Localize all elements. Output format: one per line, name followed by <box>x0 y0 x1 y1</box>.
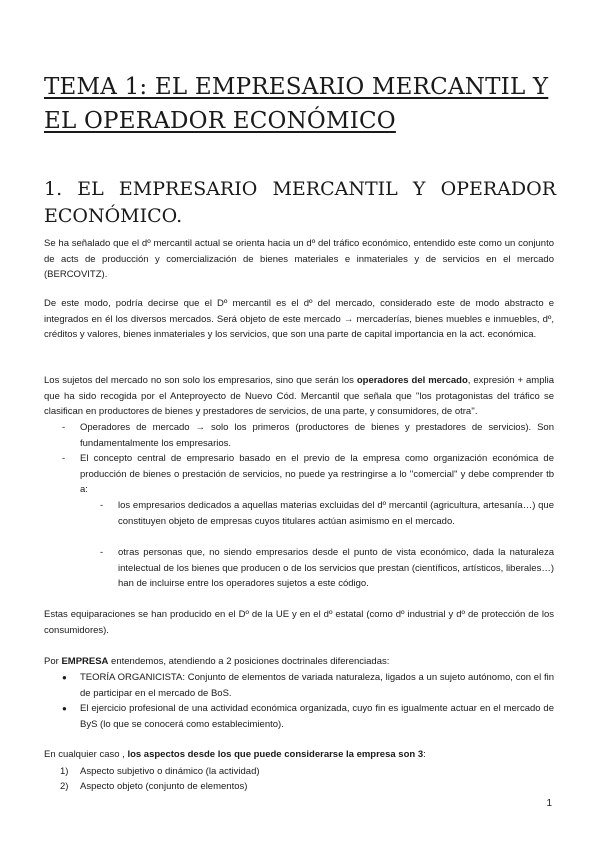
document-title: TEMA 1: EL EMPRESARIO MERCANTIL Y EL OPERADOR ECONÓMICO <box>44 74 549 134</box>
paragraph-text: , expresión + amplia que ha sido recogida por el Anteproyecto de Nuevo Cód. Mercantil que señala que ''los protagonistas del tráfico se clasifican en productores de bienes y prestadores de servicios, de una parte, y consumidores, de otra''. <box>44 375 554 418</box>
list-number: 1) <box>60 766 69 777</box>
list-item: El ejercicio profesional de una actividad económica organizada, cuyo fin es igualmente actuar en el mercado de ByS (lo que se conocerá como establecimiento). <box>80 703 554 730</box>
sub-dash-marker: - <box>100 500 104 511</box>
paragraph-text: En cualquier caso , <box>44 749 128 760</box>
numbered-item: Aspecto objeto (conjunto de elementos) <box>80 781 248 792</box>
paragraph-text: Por <box>44 656 62 667</box>
paragraph <box>44 654 554 670</box>
paragraph-text: : <box>423 749 426 760</box>
paragraph-text: Los sujetos del mercado no son solo los empresarios, sino que serán los <box>44 375 357 386</box>
list-item: El concepto central de empresario basado en el previo de la empresa como organización económica de producción de bienes o prestación de servicios, no puede ya restringirse a lo ''comercial'' y debe comprender tb a: <box>80 453 554 496</box>
list-item: TEORÍA ORGANICISTA: Conjunto de elementos de variada naturaleza, ligados a un sujeto autónomo, con el fin de participar en el mercado de BoS. <box>80 672 554 699</box>
paragraph: De este modo, podría decirse que el Dº mercantil es el dº del mercado, considerado este de modo abstracto e integrados en él los diversos mercados. Será objeto de este mercado → mercaderías, bienes muebles e inmuebles, dº, créditos y valores, bienes inmateriales y los servicios, que son una parte de capital importancia en la act. económica. <box>44 298 554 341</box>
paragraph-bold: los aspectos desde los que puede considerarse la empresa son 3 <box>127 749 424 760</box>
dash-marker: - <box>62 422 66 433</box>
sub-list-item: otras personas que, no siendo empresarios desde el punto de vista económico, dada la naturaleza intelectual de los bienes que producen o de los servicios que prestan (científicos, artísticos, liberales…) han de incluirse entre los operadores sujetos a este código. <box>118 547 554 590</box>
bullet-icon: ● <box>62 673 67 682</box>
paragraph: Se ha señalado que el dº mercantil actual se orienta hacia un dº del tráfico económico, entendido este como un conjunto de acts de producción y comercialización de bienes materiales e inmateriales y de servicios en el mercado (BERCOVITZ). <box>44 238 554 281</box>
sub-list-item: los empresarios dedicados a aquellas materias excluidas del dº mercantil (agricultura, artesanía…) que constituyen objeto de empresas cuyos titulares actúan asimismo en el mercado. <box>118 500 554 527</box>
dash-marker: - <box>62 453 66 464</box>
paragraph-bold: operadores del mercado <box>356 375 468 386</box>
paragraph-bold: EMPRESA <box>61 656 109 667</box>
sub-dash-marker: - <box>100 547 104 558</box>
list-item: Operadores de mercado → solo los primeros (productores de bienes y prestadores de servicios). Son fundamentalmente los empresarios. <box>80 422 554 449</box>
paragraph: Estas equiparaciones se han producido en el Dº de la UE y en el dº estatal (como dº industrial y dº de protección de los consumidores). <box>44 609 554 636</box>
page-number: 1 <box>546 798 552 809</box>
paragraph <box>44 373 554 420</box>
bullet-icon: ● <box>62 704 67 713</box>
section-heading: 1. EL EMPRESARIO MERCANTIL Y OPERADOR ECONÓMICO. <box>44 178 556 227</box>
numbered-item: Aspecto subjetivo o dinámico (la actividad) <box>80 766 260 777</box>
paragraph <box>44 747 554 763</box>
paragraph-text: entendemos, atendiendo a 2 posiciones doctrinales diferenciadas: <box>108 656 390 667</box>
list-number: 2) <box>60 781 69 792</box>
